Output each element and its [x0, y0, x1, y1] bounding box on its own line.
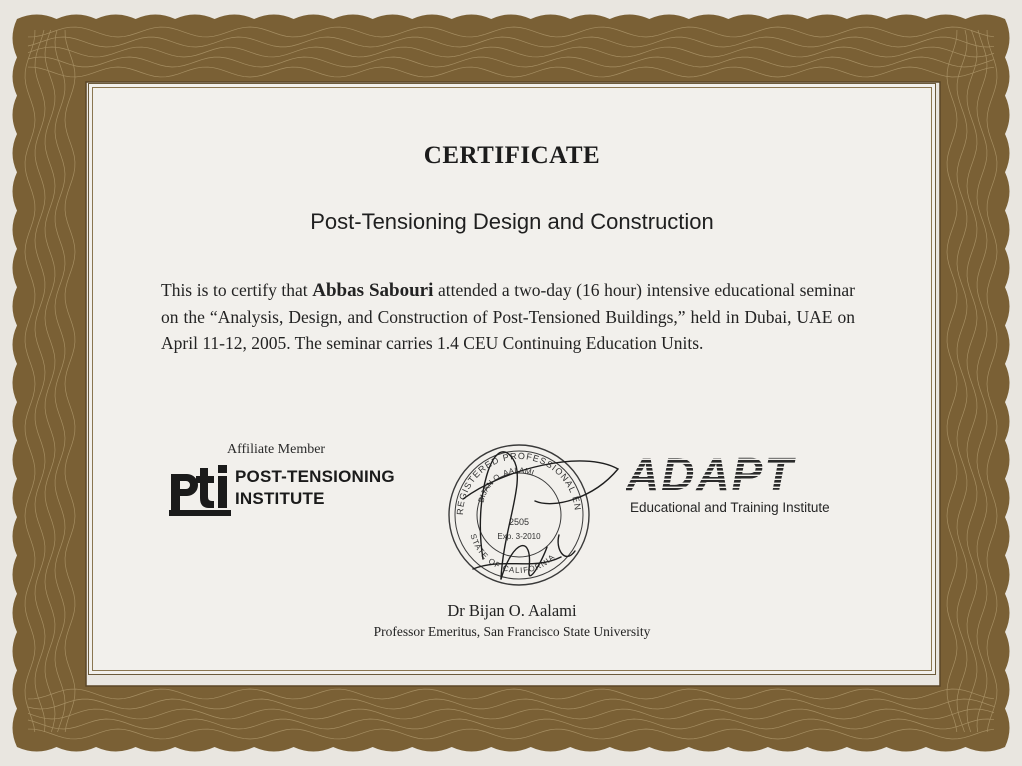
seal-inner-name: BIJAN O. AALAMI: [476, 465, 536, 504]
certification-intro: This is to certify that: [161, 280, 308, 300]
certificate-panel: [88, 83, 936, 675]
course-title: Post-Tensioning Design and Construction: [310, 209, 714, 234]
adapt-wordmark: ADAPT: [626, 452, 795, 496]
engineer-seal: [438, 431, 595, 591]
recipient-name: Abbas Sabouri: [312, 280, 434, 301]
adapt-wordmark-icon: [626, 452, 846, 496]
pti-mark-icon: [169, 464, 231, 516]
pti-name-line1: POST-TENSIONING: [235, 467, 395, 486]
certification-text: [161, 277, 855, 356]
seal-expiry: Exp. 3-2010: [497, 532, 541, 541]
certificate-title: CERTIFICATE: [423, 142, 601, 169]
pti-name-line2: INSTITUTE: [235, 489, 325, 508]
signer-title: Professor Emeritus, San Francisco State University: [373, 624, 651, 639]
adapt-logo: [624, 452, 864, 522]
seal-number: 2505: [508, 517, 530, 527]
seal-outer-text: REGISTERED PROFESSIONAL ENGINEER: [438, 431, 583, 516]
affiliate-label: Affiliate Member: [227, 442, 326, 457]
certification-details: attended a two-day (16 hour) intensive educational seminar on the “Analysis, Design, and Construction of Post-Tensioned Buildings,” held in Dubai, UAE on April 11-12, 2005. The seminar carries 1.4 CEU Continuing Education Units.: [161, 280, 855, 353]
signer-name: Dr Bijan O. Aalami: [447, 601, 577, 620]
adapt-tagline: Educational and Training Institute: [630, 500, 830, 515]
pti-logo: [169, 442, 429, 517]
seal-state-text: STATE OF CALIFORNIA: [468, 532, 557, 576]
